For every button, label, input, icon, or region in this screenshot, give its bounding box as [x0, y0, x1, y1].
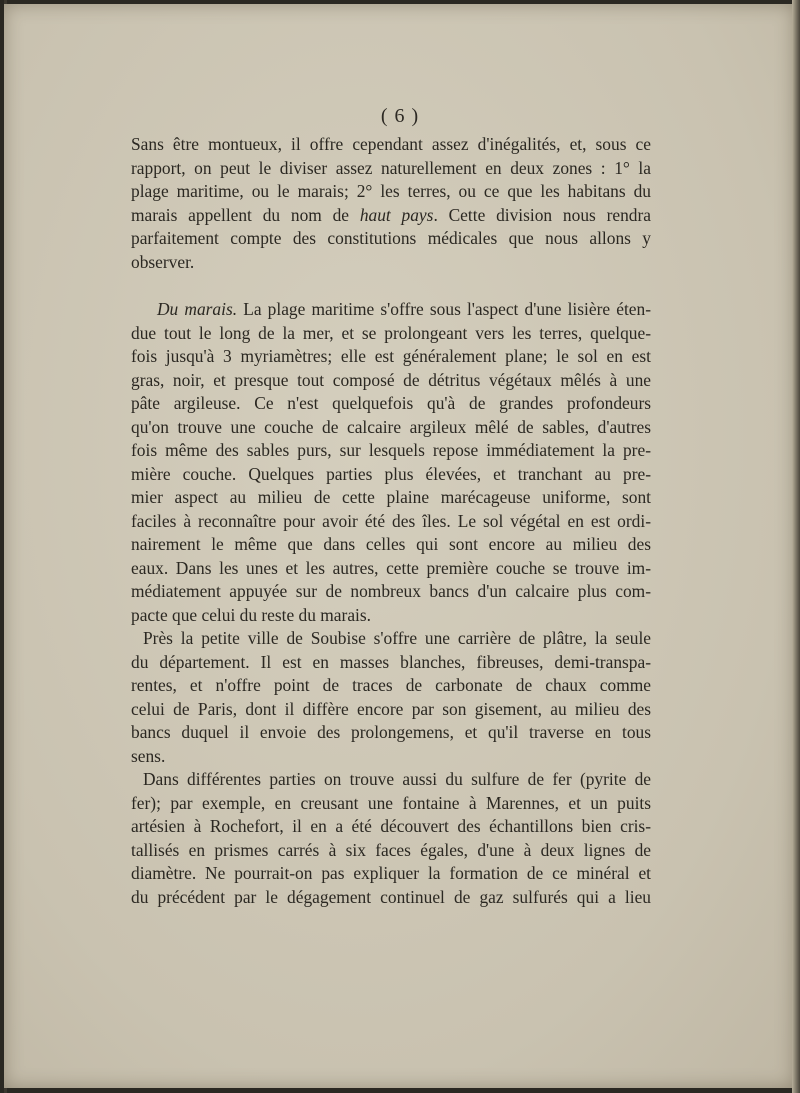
- text-line: marais appellent du nom de haut pays. Cette division nous rendra: [131, 204, 651, 225]
- text-line: mier aspect au milieu de cette plaine marécageuse uniforme, sont: [131, 487, 651, 507]
- scan-right-edge: [792, 0, 800, 1093]
- text-line: diamètre. Ne pourrait-on pas expliquer la formation de ce minéral et: [131, 863, 651, 883]
- text-line: artésien à Rochefort, il en a été découvert des échantillons bien cris-: [131, 816, 651, 836]
- text-line: rapport, on peut le diviser assez naturellement en deux zones : 1° la: [131, 157, 651, 178]
- text-line: plage maritime, ou le marais; 2° les terres, ou ce que les habitans du: [131, 181, 651, 201]
- text-line: pâte argileuse. Ce n'est quelquefois qu'à de grandes profondeurs: [131, 393, 651, 413]
- text-line: nairement le même que dans celles qui sont encore au milieu des: [131, 534, 651, 554]
- paragraph: [131, 768, 651, 909]
- text-line: faciles à reconnaître pour avoir été des îles. Le sol végétal en est ordi-: [131, 510, 651, 531]
- text-line: pacte que celui du reste du marais.: [131, 604, 371, 625]
- text-line: mière couche. Quelques parties plus élevées, et tranchant au pre-: [131, 463, 651, 484]
- page-number: ( 6 ): [380, 105, 420, 127]
- text-line: du département. Il est en masses blanches, fibreuses, demi-transpa-: [131, 651, 651, 672]
- text-line: bancs duquel il envoie des prolongemens, et qu'il traverse en tous: [131, 722, 651, 742]
- paragraph: [131, 298, 651, 627]
- text-line: Près la petite ville de Soubise s'offre une carrière de plâtre, la seule: [143, 628, 651, 648]
- paragraph: [131, 133, 651, 274]
- text-line: celui de Paris, dont il diffère encore par son gisement, au milieu des: [131, 698, 651, 719]
- text-line: tallisés en prismes carrés à six faces égales, d'une à deux lignes de: [131, 839, 651, 860]
- text-line: rentes, et n'offre point de traces de carbonate de chaux comme: [131, 675, 651, 695]
- text-line: médiatement appuyée sur de nombreux bancs d'un calcaire plus com-: [131, 581, 651, 601]
- text-line: observer.: [131, 251, 195, 272]
- text-line: qu'on trouve une couche de calcaire argileux mêlé de sables, d'autres: [131, 416, 651, 437]
- text-line: fois jusqu'à 3 myriamètres; elle est généralement plane; le sol en est: [131, 346, 651, 366]
- text-line: du précédent par le dégagement continuel de gaz sulfurés qui a lieu: [131, 886, 651, 907]
- text-line: sens.: [131, 745, 166, 766]
- text-line: Dans différentes parties on trouve aussi du sulfure de fer (pyrite de: [143, 769, 651, 789]
- body-text: [131, 133, 651, 909]
- italic-text: Du marais.: [157, 299, 238, 319]
- text-line: Sans être montueux, il offre cependant assez d'inégalités, et, sous ce: [131, 134, 651, 154]
- text-line: fer); par exemple, en creusant une fontaine à Marennes, et un puits: [131, 792, 651, 813]
- text-line: gras, noir, et presque tout composé de détritus végétaux mêlés à une: [131, 369, 651, 390]
- text-line: eaux. Dans les unes et les autres, cette première couche se trouve im-: [131, 557, 651, 578]
- text-line: due tout le long de la mer, et se prolongeant vers les terres, quelque-: [131, 322, 651, 343]
- text-line: Du marais. La plage maritime s'offre sous l'aspect d'une lisière éten-: [157, 299, 651, 319]
- paragraph: [131, 627, 651, 768]
- text-line: parfaitement compte des constitutions médicales que nous allons y: [131, 228, 651, 248]
- italic-text: haut pays: [359, 204, 434, 225]
- text-line: fois même des sables purs, sur lesquels repose immédiatement la pre-: [131, 440, 651, 460]
